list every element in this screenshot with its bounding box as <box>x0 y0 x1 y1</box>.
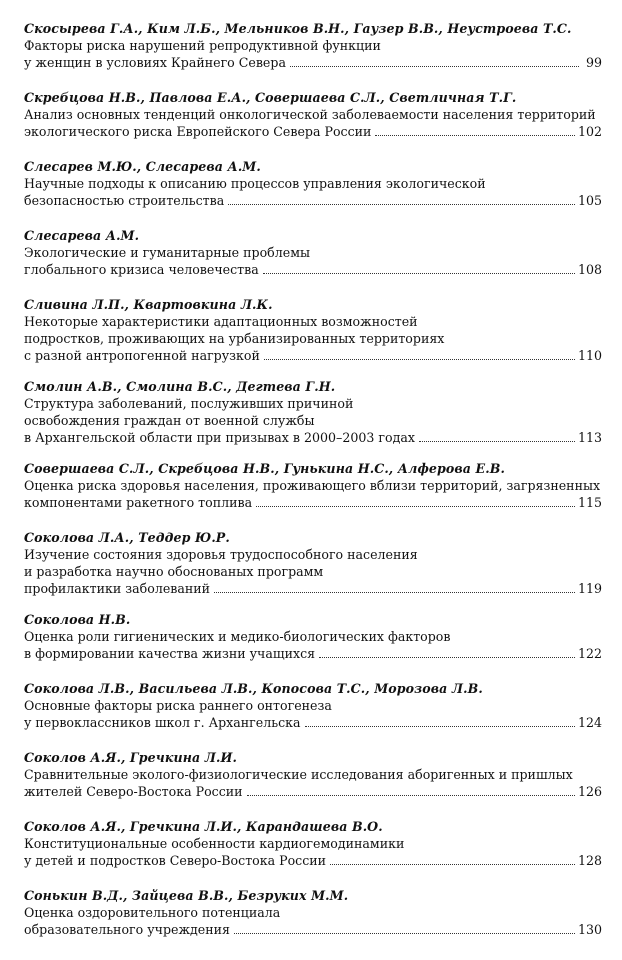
dot-leader <box>305 725 575 727</box>
entry-title-last-line <box>24 645 602 662</box>
page-number: 119 <box>577 581 602 596</box>
page-number: 115 <box>577 495 602 510</box>
entry-title-line: и разработка научно обоснованых программ <box>24 564 324 579</box>
toc-entry <box>24 89 602 158</box>
entry-title-line: Оценка роли гигиенических и медико-биологических факторов <box>24 629 451 644</box>
dot-leader <box>375 134 574 136</box>
entry-title-last-line <box>24 261 602 278</box>
dot-leader <box>264 358 575 360</box>
entry-title-line: Структура заболеваний, послуживших причиной <box>24 396 354 411</box>
toc-entry <box>24 611 602 680</box>
entry-authors: Сонькин В.Д., Зайцева В.В., Безруких М.М. <box>24 888 349 903</box>
dot-leader <box>247 794 575 796</box>
entry-authors: Слесарева А.М. <box>24 228 140 243</box>
dot-leader <box>330 863 575 865</box>
entry-title-text: жителей Северо-Востока России <box>24 784 243 799</box>
dot-leader <box>419 440 575 442</box>
page-number: 102 <box>577 124 602 139</box>
entry-title-line: Факторы риска нарушений репродуктивной функции <box>24 38 381 53</box>
page-number: 113 <box>577 430 602 445</box>
toc-entry <box>24 749 602 818</box>
entry-title-line: Оценка оздоровительного потенциала <box>24 905 281 920</box>
entry-title-text: образовательного учреждения <box>24 922 230 937</box>
toc-entry <box>24 529 602 611</box>
toc-entry <box>24 296 602 378</box>
toc-entry <box>24 680 602 749</box>
entry-authors: Сливина Л.П., Квартовкина Л.К. <box>24 297 273 312</box>
entry-authors: Слесарев М.Ю., Слесарева А.М. <box>24 159 261 174</box>
dot-leader <box>228 203 575 205</box>
entry-title-text: в Архангельской области при призывах в 2000–2003 годах <box>24 430 415 445</box>
dot-leader <box>256 505 575 507</box>
entry-title-text: с разной антропогенной нагрузкой <box>24 348 260 363</box>
entry-title-text: глобального кризиса человечества <box>24 262 259 277</box>
dot-leader <box>290 65 579 67</box>
entry-authors: Соколов А.Я., Гречкина Л.И., Карандашева В.О. <box>24 819 383 834</box>
toc-entry <box>24 887 602 956</box>
entry-title-line: подростков, проживающих на урбанизированных территориях <box>24 331 445 346</box>
entry-title-text: у детей и подростков Северо-Востока России <box>24 853 327 868</box>
entry-authors: Соколова Л.В., Васильева Л.В., Копосова Т.С., Морозова Л.В. <box>24 681 483 696</box>
entry-title-last-line <box>24 714 602 731</box>
toc-entry <box>24 20 602 89</box>
entry-title-last-line <box>24 347 602 364</box>
entry-title-last-line <box>24 783 602 800</box>
entry-authors: Соколова Н.В. <box>24 612 131 627</box>
entry-title-line: Основные факторы риска раннего онтогенеза <box>24 698 332 713</box>
entry-title-text: безопасностью строительства <box>24 193 225 208</box>
page-number: 130 <box>577 922 602 937</box>
entry-authors: Скосырева Г.А., Ким Л.Б., Мельников В.Н., Гаузер В.В., Неустроева Т.С. <box>24 21 572 36</box>
dot-leader <box>263 272 575 274</box>
entry-title-line: освобождения граждан от военной службы <box>24 413 315 428</box>
entry-title-line: Изучение состояния здоровья трудоспособного населения <box>24 547 418 562</box>
entry-authors: Смолин А.В., Смолина В.С., Дегтева Г.Н. <box>24 379 336 394</box>
toc-entry <box>24 158 602 227</box>
entry-title-line: Некоторые характеристики адаптационных возможностей <box>24 314 418 329</box>
entry-title-text: в формировании качества жизни учащихся <box>24 646 316 661</box>
entry-title-last-line <box>24 123 602 140</box>
entry-title-text: экологического риска Европейского Севера России <box>24 124 372 139</box>
entry-title-last-line <box>24 192 602 209</box>
toc-entry <box>24 378 602 460</box>
entry-title-last-line <box>24 54 602 71</box>
entry-title-text: компонентами ракетного топлива <box>24 495 253 510</box>
entry-title-last-line <box>24 921 602 938</box>
page-number: 124 <box>577 715 602 730</box>
dot-leader <box>234 932 575 934</box>
entry-title-text: профилактики заболеваний <box>24 581 211 596</box>
table-of-contents <box>24 20 602 956</box>
entry-authors: Соколов А.Я., Гречкина Л.И. <box>24 750 237 765</box>
page-number: 122 <box>577 646 602 661</box>
dot-leader <box>319 656 575 658</box>
page-number: 128 <box>577 853 602 868</box>
page-number: 105 <box>577 193 602 208</box>
entry-title-line: Анализ основных тенденций онкологической заболеваемости населения территорий <box>24 107 596 122</box>
entry-title-line: Конституциональные особенности кардиогемодинамики <box>24 836 405 851</box>
entry-title-last-line <box>24 494 602 511</box>
entry-title-line: Сравнительные эколого-физиологические исследования аборигенных и пришлых <box>24 767 573 782</box>
entry-title-line: Экологические и гуманитарные проблемы <box>24 245 311 260</box>
toc-entry <box>24 227 602 296</box>
entry-authors: Скребцова Н.В., Павлова Е.А., Совершаева С.Л., Светличная Т.Г. <box>24 90 517 105</box>
entry-authors: Соколова Л.А., Теддер Ю.Р. <box>24 530 230 545</box>
entry-authors: Совершаева С.Л., Скребцова Н.В., Гунькина Н.С., Алферова Е.В. <box>24 461 505 476</box>
entry-title-line: Научные подходы к описанию процессов управления экологической <box>24 176 486 191</box>
entry-title-text: у женщин в условиях Крайнего Севера <box>24 55 286 70</box>
entry-title-line: Оценка риска здоровья населения, проживающего вблизи территорий, загрязненных <box>24 478 601 493</box>
page-number: 108 <box>577 262 602 277</box>
page-number: 126 <box>577 784 602 799</box>
entry-title-last-line <box>24 852 602 869</box>
toc-entry <box>24 818 602 887</box>
entry-title-last-line <box>24 429 602 446</box>
dot-leader <box>214 591 575 593</box>
page-number: 110 <box>577 348 602 363</box>
entry-title-last-line <box>24 580 602 597</box>
entry-title-text: у первоклассников школ г. Архангельска <box>24 715 301 730</box>
toc-entry <box>24 460 602 529</box>
page-number: 99 <box>585 55 602 70</box>
